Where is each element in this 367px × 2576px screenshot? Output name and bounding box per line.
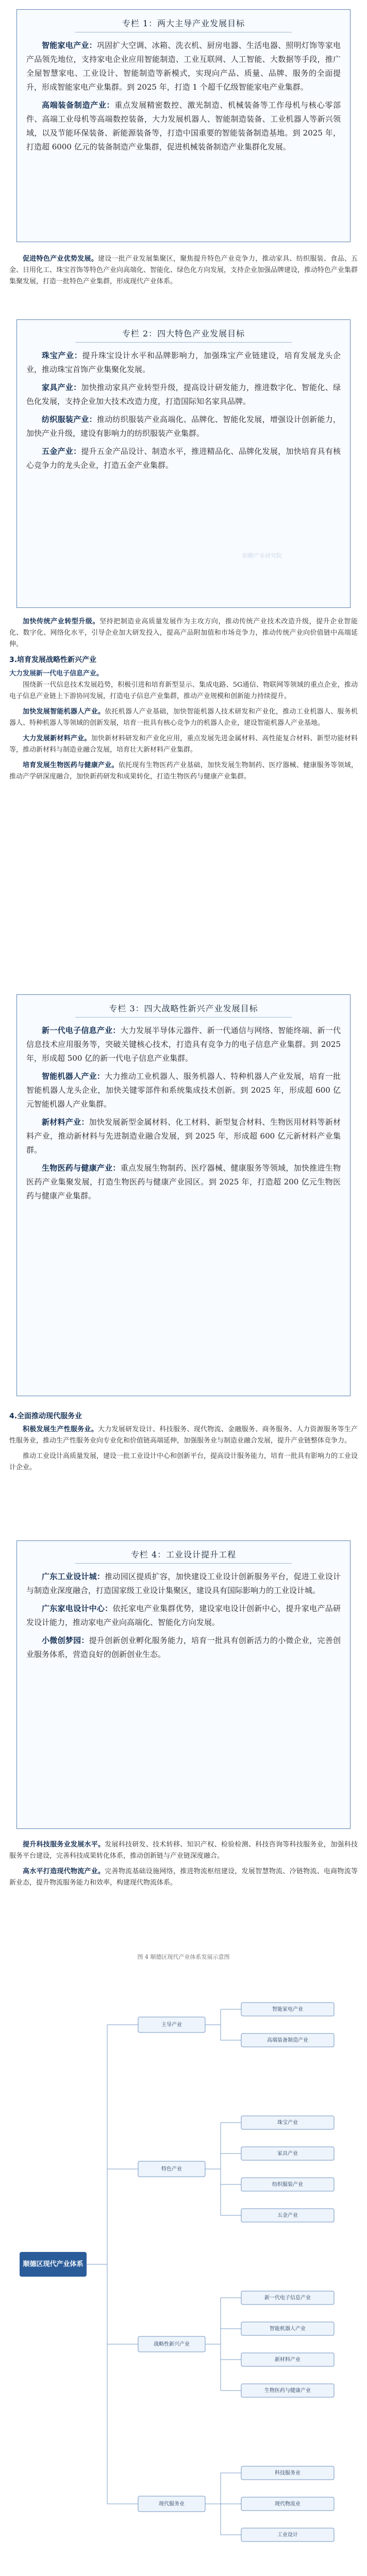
sec4-para-1-lead: 提升科技服务业发展水平。 (23, 1841, 105, 1849)
sec3-para-1-lead: 积极发展生产性服务业。 (23, 1426, 98, 1433)
box1-para-2 (26, 98, 341, 154)
box2-para-1-lead: 珠宝产业： (42, 351, 82, 360)
sec4-para-1-text: 发展科技研发、技术转移、知识产权、检验检测、科技咨询等科技服务业，加强科技服务平台建设，完善科技成果转化体系，推动创新链与产业链深度融合。 (9, 1841, 358, 1860)
leaf-node-label: 家具产业 (277, 2151, 298, 2157)
box2-para-1 (26, 349, 341, 377)
box3-para-1-text: 大力发展半导体元器件、新一代通信与网络、智能终端、新一代信息技术应用服务等，突破关键核心技术，打造具有竞争力的电子信息产业集群。到 2025 年，形成超 500 亿的新一代电子信息产业集群。 (26, 1026, 341, 1063)
sec4-para-2-lead: 高水平打造现代物流产业。 (23, 1868, 105, 1875)
box3-para-4-lead: 生物医药与健康产业： (42, 1163, 121, 1173)
box3-para-1-lead: 新一代电子信息产业： (42, 1026, 121, 1035)
column-box-4-title: 专栏 4：工业设计提升工程 (75, 1548, 292, 1564)
leaf-node-label: 智能家电产业 (272, 2007, 303, 2012)
sec2-para-1-lead: 加快传统产业转型升级。 (23, 618, 100, 625)
box2-para-4-lead: 五金产业： (42, 447, 81, 456)
box3-para-4-text: 重点发展生物制药、医疗器械、健康服务等领域，加快推进生物医药产业集聚发展，打造生物医药与健康产业园区。到 2025 年，打造超 200 亿元生物医药与健康产业集群。 (26, 1163, 341, 1200)
leaf-node-label: 现代物流业 (275, 2501, 301, 2507)
sec2-para-2-text: 围绕新一代信息技术发展趋势，积极引进和培育新型显示、集成电路、5G通信、物联网等领域的重点企业，推动电子信息产业链上下游协同发展，打造电子信息产业集群，推动产业规模和创新能力持续提升。 (9, 681, 358, 700)
leaf-node-label: 珠宝产业 (277, 2120, 298, 2126)
sec1-para-1 (9, 253, 358, 287)
box2-para-2-text: 加快推动家具产业转型升级，提高设计研发能力，推进数字化、智能化、绿色化发展，支持企业加大技术改造力度，打造国际知名家具品牌。 (26, 383, 341, 406)
watermark: 前瞻产业研究院 (242, 552, 282, 559)
box4-para-1-text: 推动园区提质扩容，加快建设工业设计创新服务平台，促进工业设计与制造业深度融合，打造国家级工业设计集聚区，建设具有国际影响力的工业设计城。 (26, 1572, 341, 1595)
branch-node-label: 主导产业 (161, 2022, 182, 2028)
section-3 (9, 1408, 358, 1478)
box4-para-1 (26, 1570, 341, 1598)
leaf-node-label: 高端装备制造产业 (267, 2038, 308, 2043)
sec2-para-4-text: 加快新材料研发和产业化应用，重点发展先进金属材料、高性能复合材料、新型功能材料等，推动新材料与制造业融合发展，培育壮大新材料产业集群。 (9, 735, 358, 754)
column-box-1 (16, 9, 351, 242)
section-1 (9, 253, 358, 292)
box4-para-1-lead: 广东工业设计城： (42, 1572, 105, 1581)
box3-para-3-lead: 新材料产业： (42, 1117, 89, 1127)
box2-para-2-lead: 家具产业： (42, 383, 81, 392)
sec2-heading: 3.培育发展战略性新兴产业 (9, 656, 97, 664)
sec3-para-1-text: 大力发展研发设计、科技服务、现代物流、金融服务、商务服务、人力资源服务等生产性服务业，推动生产性服务业向专业化和价值链高端延伸，加强服务业与制造业融合发展，提升产业链整体竞争力。 (9, 1426, 358, 1445)
box2-para-1-text: 提升珠宝设计水平和品牌影响力，加强珠宝产业链建设，培育发展龙头企业，推动珠宝首饰产业集聚化发展。 (26, 351, 341, 374)
sec2-para-1 (9, 616, 358, 650)
box2-para-3-text: 推动纺织服装产业高端化、品牌化、智能化发展，增强设计创新能力，加快产业升级，建设有影响力的纺织服装产业集群。 (26, 415, 341, 438)
column-box-3-title: 专栏 3：四大战略性新兴产业发展目标 (75, 1002, 292, 1018)
industry-tree-diagram (9, 1968, 358, 2576)
box2-para-4-text: 提升五金产品设计、制造水平，推进精品化、品牌化发展，加快培育具有核心竞争力的龙头企业，打造五金产业集群。 (26, 447, 341, 470)
box4-para-3-lead: 小微创梦园： (42, 1636, 89, 1645)
sec2-para-1-text: 坚持把制造业高质量发展作为主攻方向，推动传统产业技术改造升级，提升企业智能化、数字化、网络化水平，引导企业加大研发投入，提高产品附加值和市场竞争力，推动传统产业向价值链中高端延伸。 (9, 618, 358, 648)
box2-para-3-lead: 纺织服装产业： (42, 415, 97, 424)
leaf-node-label: 智能机器人产业 (270, 2326, 306, 2332)
box3-para-2-text: 大力推动工业机器人、服务机器人、特种机器人产业发展，培育一批智能机器人龙头企业，加快关键零部件和系统集成技术创新。到 2025 年，形成超 600 亿元智能机器人产业集群。 (26, 1072, 341, 1109)
sec2-para-5-lead: 培育发展生物医药与健康产业。 (23, 761, 119, 769)
column-box-2-title: 专栏 2：四大特色产业发展目标 (75, 327, 292, 343)
box4-para-2-lead: 广东家电设计中心： (42, 1604, 113, 1613)
leaf-node-label: 科技服务业 (275, 2470, 301, 2476)
sec2-para-4 (9, 733, 358, 756)
box2-para-2 (26, 381, 341, 409)
box1-para-2-text: 重点发展精密数控、激光制造、机械装备等工作母机与核心零部件、高端工业母机等高端数控装备，大力发展机器人、智能制造装备、工业机器人等新兴领域，以及节能环保装备、新能源装备等，打造中国重要的智能装备制造基地。到 2025 年，打造超 6000 亿元的装备制造产业集群，促进机械装备制造产业集群化发展。 (26, 100, 341, 151)
sec2-para-3-lead: 加快发展智能机器人产业。 (23, 708, 105, 716)
branch-node-label: 现代服务业 (159, 2501, 185, 2507)
branch-node-label: 战略性新兴产业 (154, 2342, 190, 2347)
box2-para-4 (26, 445, 341, 472)
box3-para-2-lead: 智能机器人产业： (42, 1072, 105, 1081)
leaf-node-label: 新一代电子信息产业 (264, 2295, 311, 2301)
section-2 (9, 616, 358, 787)
leaf-node-label: 五金产业 (277, 2213, 298, 2218)
sec3-para-2-text: 推动工业设计高质量发展，建设一批工业设计中心和创新平台，提高设计服务能力，培育一批具有影响力的工业设计企业。 (9, 1452, 358, 1471)
leaf-node-label: 工业设计 (277, 2532, 298, 2538)
box3-para-3-text: 加快发展新型金属材料、化工材料、新型复合材料、生物医用材料等新材料产业，推动新材料与先进制造业融合发展，到 2025 年，形成超 600 亿元新材料产业集群。 (26, 1117, 341, 1155)
branch-node-label: 特色产业 (161, 2166, 182, 2172)
box3-para-4 (26, 1161, 341, 1203)
leaf-node-label: 新材料产业 (275, 2357, 301, 2363)
sec3-heading: 4.全面推动现代服务业 (9, 1412, 82, 1420)
sec2-subheading: 大力发展新一代电子信息产业。 (9, 670, 104, 677)
root-node-label: 顺德区现代产业体系 (23, 2260, 84, 2268)
box1-para-1 (26, 39, 341, 94)
box1-para-1-lead: 智能家电产业： (42, 41, 97, 50)
sec2-para-3-text: 依托机器人产业基础，加快智能机器人技术研发和产业化，推动工业机器人、服务机器人、特种机器人等领域的创新发展，培育一批具有核心竞争力的机器人企业，建设智能机器人产业基地。 (9, 708, 358, 727)
box3-para-3 (26, 1115, 341, 1157)
sec1-para-1-lead: 促进特色产业优势发展。 (23, 255, 98, 263)
box1-para-2-lead: 高端装备制造产业： (42, 100, 115, 110)
box4-para-2 (26, 1602, 341, 1630)
sec2-para-4-lead: 大力发展新材料产业。 (23, 735, 91, 742)
column-box-4 (16, 1540, 351, 1829)
sec4-para-2-text: 完善物流基础设施网络，推进物流枢纽建设，发展智慧物流、冷链物流、电商物流等新业态，提升物流服务能力和效率，构建现代物流体系。 (9, 1868, 358, 1887)
figure-caption: 图 4 顺德区现代产业体系发展示意图 (137, 1954, 230, 1960)
sec2-para-5 (9, 760, 358, 783)
column-box-1-title: 专栏 1：两大主导产业发展目标 (75, 17, 292, 32)
sec1-para-1-text: 建设一批产业发展集聚区，聚焦提升特色产业竞争力，推动家具、纺织服装、食品、五金、日用化工、珠宝首饰等特色产业向高端化、智能化、绿色化方向发展，支持企业加强品牌建设，推动特色产业集群集聚发展，打造一批特色产业集群，形成现代产业体系。 (9, 255, 358, 285)
box1-para-1-text: 巩固扩大空调、冰箱、洗衣机、厨房电器、生活电器、照明灯饰等家电产品领先地位，支持家电企业应用智能制造、工业互联网、人工智能、大数据等手段，推广全屋智慧家电、工业设计、智能制造等新模式，实现向产品、质量、品牌、服务的全面提升，形成智能家电产业集群。到 2025 年，打造 1 个超千亿级智能家电产业集群。 (26, 41, 341, 92)
section-4 (9, 1839, 358, 1893)
sec3-para-2 (9, 1451, 358, 1473)
box3-para-1 (26, 1024, 341, 1065)
box3-para-2 (26, 1070, 341, 1111)
column-box-2 (16, 319, 351, 608)
sec3-para-1 (9, 1424, 358, 1447)
box4-para-3-text: 提升创新创业孵化服务能力，培育一批具有创新活力的小微企业，完善创业服务体系，营造良好的创新创业生态。 (26, 1636, 341, 1659)
sec4-para-1 (9, 1839, 358, 1862)
sec4-para-2 (9, 1866, 358, 1889)
industry-tree-svg (9, 1968, 358, 2576)
box4-para-2-text: 依托家电产业集群优势，建设家电设计创新中心，提升家电产品研发设计能力，推动家电产业向高端化、智能化方向发展。 (26, 1604, 341, 1627)
column-box-3 (16, 994, 351, 1396)
box2-para-3 (26, 413, 341, 440)
sec2-para-3 (9, 706, 358, 729)
sec2-para-5-text: 依托现有生物医药产业基础，加快发展生物制药、医疗器械、健康服务等领域，推动产学研深度融合，加快新药研发和成果转化，打造生物医药与健康产业集群。 (9, 761, 358, 781)
sec2-para-2 (9, 680, 358, 702)
leaf-node-label: 生物医药与健康产业 (264, 2388, 311, 2394)
box4-para-3 (26, 1634, 341, 1662)
leaf-node-label: 纺织服装产业 (272, 2182, 303, 2188)
